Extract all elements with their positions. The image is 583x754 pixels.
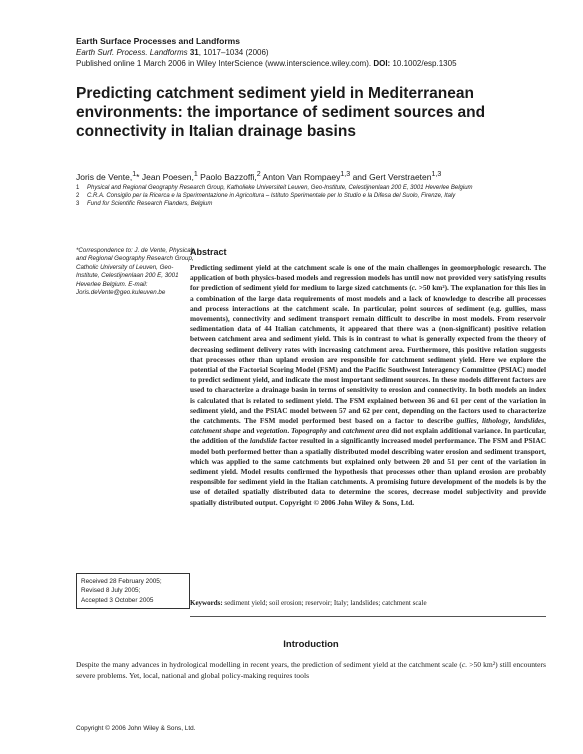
affiliation: 2 C.R.A. Consiglio per la Ricerca e la Sperimentazione in Agricoltura – Istituto Sperimentale per lo Studio e la Difesa del Suolo, Firenze, Italy <box>76 193 456 199</box>
revised-date: Revised 8 July 2005; <box>81 587 141 595</box>
author: Anton Van Rompaey$^{1,3}$ <box>262 170 351 182</box>
received-date: Received 28 February 2005; <box>81 578 162 585</box>
citation-journal: Earth Surf. Process. Landforms <box>76 48 188 57</box>
keywords <box>190 599 546 607</box>
copyright-footer: Copyright © 2006 John Wiley & Sons, Ltd. <box>76 725 196 732</box>
doi-link[interactable]: 10.1002/esp.1305 <box>392 59 457 68</box>
keywords-text: sediment yield; soil erosion; reservoir; Italy; landslides; catchment scale <box>222 599 427 607</box>
abstract-heading: Abstract <box>190 247 227 257</box>
author: and Gert Verstraeten$^{1,3}$ <box>352 170 442 182</box>
publication-line <box>76 58 546 69</box>
doi-label: DOI: <box>373 59 391 68</box>
author: Jean Poesen,$^1$ <box>141 170 198 182</box>
affiliation: 1 Physical and Regional Geography Research Group, Katholieke Universiteit Leuven, Geo-Institute, Celestijnenlaan 200 E, 3001 Heverlee Belgium <box>76 185 473 191</box>
citation <box>76 47 546 58</box>
keywords-label: Keywords: <box>190 599 223 607</box>
article-title: Predicting catchment sediment yield in Mediterranean environments: the importance of sediment sources and connectivity in Italian drainage basins <box>76 85 486 140</box>
received-dates-box <box>76 573 190 609</box>
published-online: Published online 1 March 2006 in Wiley InterScience (www.interscience.wiley.com). <box>76 59 372 68</box>
affiliations <box>76 184 546 208</box>
introduction-text: Despite the many advances in hydrological modelling in recent years, the prediction of sediment yield at the catchment scale (c. >50 km²) still encounters severe problems. Yet, local, national and global policy-making requires tools <box>76 660 546 680</box>
author: Paolo Bazzoffi,$^2$ <box>200 170 261 182</box>
introduction-heading: Introduction <box>283 639 339 650</box>
journal-name: Earth Surface Processes and Landforms <box>76 36 240 46</box>
journal-header <box>76 36 546 69</box>
section-divider <box>190 616 546 617</box>
affiliation: 3 Fund for Scientific Research Flanders, Belgium <box>76 201 213 207</box>
author-list <box>76 169 546 183</box>
author: Joris de Vente,$^1$* <box>76 170 140 182</box>
accepted-date: Accepted 3 October 2005 <box>81 596 154 604</box>
correspondence-note: *Correspondence to: J. de Vente, Physical and Regional Geography Research Group, Catholic University of Leuven, Geo-Institute, Celestijnenlaan 200 E, 3001 Heverlee Belgium. E-mail: Joris.deVente@geo.kuleuven.be <box>76 247 194 297</box>
citation-pages: , 1017–1034 (2006) <box>198 48 269 57</box>
abstract-body: Predicting sediment yield at the catchment scale is one of the main challenges in geomorphologic research. The application of both physics-based models and regression models has until now not provided very satisfying results for prediction of sediment yield for medium to large sized catchments (c. >50 km²). The explanation for this lies in a combination of the large data requirements of most models and a lack of knowledge to describe all processes and process interactions at the catchment scale. In particular, point sources of sediment (e.g. gullies, mass movements), connectivity and sediment transport remain difficult to describe in most models. From reservoir sedimentation data of 44 Italian catchments, it appeared that there was a (non-significant) positive relation between catchment area and sediment yield. This is in contrast to what is generally expected from the theory of decreasing sediment delivery rates with increasing catchment area. Furthermore, this positive relation suggests that processes other than upland erosion are responsible for catchment sediment yield. Here we explore the potential of the Factorial Scoring Model (FSM) and the Pacific Southwest Interagency Committee (PSIAC) model to predict sediment yield, and indicate the most important sediment sources. In these models different factors are used to characterize a drainage basin in terms of sensitivity to erosion and connectivity. In both models an index is calculated that is related to sediment yield. The FSM explained between 36 and 61 per cent of the variation in sediment yield, and the PSIAC model between 57 and 62 per cent, depending on the factors used to characterize the catchments. The FSM model performed best based on a factor to describe gullies, lithology, landslides, catchment shape and vegetation. Topography and catchment area did not explain additional variance. In particular, the addition of the landslide factor resulted in a significantly increased model performance. The FSM and PSIAC model both performed better than a spatially distributed model describing water erosion and sediment transport, which was applied to the same catchments but explained only between 20 and 51 per cent of the variation in sediment yield. Model results confirmed the hypothesis that processes other than upland erosion are probably responsible for sediment yield in the Italian catchments. A promising future development of the models is by the use of detailed spatially distributed data to determine the scores, decrease model subjectivity and provide spatially distributed output. Copyright © 2006 John Wiley & Sons, Ltd. <box>190 263 547 507</box>
citation-volume: 31 <box>189 48 199 57</box>
